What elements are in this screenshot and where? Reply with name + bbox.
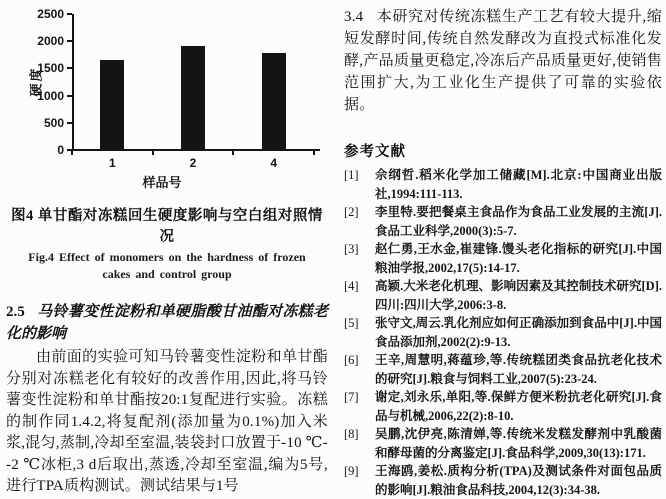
reference-text: 佘纲哲.稻米化学加工储藏[M].北京:中国商业出版社,1994:111-113. [375, 168, 662, 201]
y-tick-label: 500 [43, 115, 64, 130]
figure4-caption-en [6, 249, 328, 283]
references-list [344, 166, 662, 499]
x-tick [152, 151, 154, 155]
section-2-5-number: 2.5 [6, 304, 25, 320]
y-tick-label: 1500 [37, 61, 64, 76]
reference-item-6 [344, 351, 662, 388]
reference-item-4 [344, 277, 662, 314]
reference-label: [3] [344, 242, 359, 256]
figure4-caption-en-line2: cakes and control group [102, 267, 232, 281]
bar-sample-1 [100, 60, 124, 150]
section-2-5-heading [6, 301, 328, 345]
y-tick [67, 122, 72, 124]
reference-item-9 [344, 462, 662, 499]
bar-sample-4 [262, 53, 286, 150]
reference-label: [6] [344, 353, 359, 367]
reference-item-1 [344, 166, 662, 203]
left-column [6, 0, 328, 494]
y-tick [67, 40, 72, 42]
reference-text: 王辛,周慧明,蒋蕴珍,等.传统糕团类食品抗老化技术的研究[J].粮食与饲料工业,2007(5):23-24. [375, 353, 662, 386]
section-3-4-body: 本研究对传统冻糕生产工艺有较大提升,缩短发酵时间,传统自然发酵改为直投式标准化发酵,产品质量更稳定,冷冻后产品质量更好,使销售范围扩大,为工业化生产提供了可靠的实验依据。 [344, 9, 662, 113]
reference-label: [2] [344, 205, 359, 219]
section-2-5-body: 由前面的实验可知马铃薯变性淀粉和单甘酯分别对冻糕老化有较好的改善作用,因此,将马铃薯变性淀粉和单甘酯按20:1复配进行实验。冻糕的制作同1.4.2,将复配剂(添加量为0.1%)加入米浆,混匀,蒸制,冷却至室温,装袋封口放置于-10 ℃- -2 ℃冰柜,3 d后取出,蒸透,冷却至室温,编为5号,进行TPA质构测试。测试结果与1号 [6, 349, 328, 494]
reference-label: [7] [344, 390, 359, 404]
y-tick-label: 2000 [37, 34, 64, 49]
reference-item-7 [344, 388, 662, 425]
figure4-caption [6, 204, 328, 283]
figure4-caption-zh: 图4 单甘酯对冻糕回生硬度影响与空白组对照情况 [11, 208, 323, 245]
chart-y-axis-label: 硬度 [28, 66, 44, 97]
section-2-5 [6, 301, 328, 498]
reference-text: 赵仁勇,王水金,崔建锋.馒头老化指标的研究[J].中国粮油学报,2002,17(5):14-17. [375, 242, 662, 275]
reference-text: 李里特.要把餐桌主食品作为食品工业发展的主流[J].食品工业科学,2000(3):5-7. [375, 205, 662, 238]
reference-label: [9] [344, 464, 359, 478]
reference-text: 谢定,刘永乐,单阳,等.保鲜方便米粉抗老化研究[J].食品与机械,2006,22(2):8-10. [375, 390, 662, 423]
y-tick [67, 13, 72, 15]
y-tick-label: 1000 [37, 88, 64, 103]
y-tick-label: 2500 [37, 7, 64, 21]
reference-item-3 [344, 240, 662, 277]
chart-plot-area [6, 0, 324, 192]
reference-item-8 [344, 425, 662, 462]
reference-label: [5] [344, 316, 359, 330]
y-tick-label: 0 [57, 143, 64, 157]
x-tick-label-4: 4 [270, 156, 277, 170]
chart-x-axis-label: 样品号 [142, 175, 182, 190]
section-3-4-number: 3.4 [344, 9, 364, 25]
y-tick [67, 95, 72, 97]
reference-text: 王海鸥,姜松.质构分析(TPA)及测试条件对面包品质的影响[J].粮油食品科技,2004,12(3):34-38. [375, 464, 662, 497]
right-column [344, 6, 662, 497]
reference-label: [8] [344, 427, 359, 441]
reference-label: [1] [344, 168, 359, 182]
x-tick-label-2: 2 [189, 156, 197, 170]
reference-item-5 [344, 314, 662, 351]
x-tick [313, 151, 315, 155]
reference-label: [4] [344, 279, 359, 293]
x-tick [71, 151, 73, 155]
reference-text: 吴鹏,沈伊亮,陈清婵,等.传统米发糕发酵剂中乳酸菌和酵母菌的分离鉴定[J].食品科学,2009,30(13):171. [375, 427, 662, 460]
y-axis-line [72, 14, 74, 150]
reference-item-2 [344, 203, 662, 240]
figure4-bar-chart [6, 0, 324, 192]
bar-sample-2 [181, 46, 205, 150]
references-heading: 参考文献 [344, 144, 406, 160]
x-tick [232, 151, 234, 155]
section-3-4 [344, 6, 662, 116]
y-tick [67, 67, 72, 69]
reference-text: 张守文,周云.乳化剂应如何正确添加到食品中[J].中国食品添加剂,2002(2):9-13. [375, 316, 662, 349]
reference-text: 高颖.大米老化机理、影响因素及其控制技术研究[D].四川:四川大学,2006:3-8. [375, 279, 662, 312]
figure4-caption-en-line1: Fig.4 Effect of monomers on the hardness of frozen [28, 250, 306, 264]
x-tick-label-1: 1 [108, 156, 116, 170]
section-2-5-title: 马铃薯变性淀粉和单硬脂酸甘油酯对冻糕老化的影响 [6, 304, 328, 342]
